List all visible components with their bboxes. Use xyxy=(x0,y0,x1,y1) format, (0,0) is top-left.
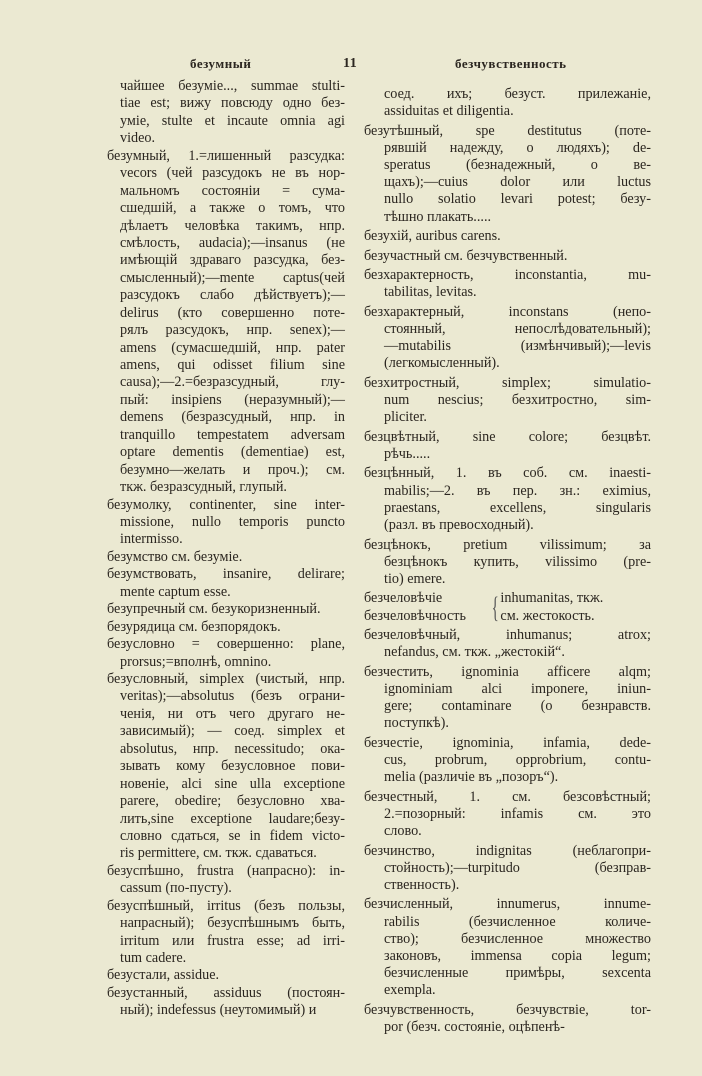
shared-gloss xyxy=(500,590,603,624)
dictionary-entry xyxy=(364,537,651,589)
entry-line: absolutus, нпр. necessitudo; ока- xyxy=(120,740,345,757)
left-column xyxy=(107,78,345,1020)
entry-headline: безумолку, continenter, sine inter- xyxy=(107,496,345,513)
entry-headline: безхарактерный, inconstans (непо- xyxy=(364,303,651,320)
entry-headline: безчестить, ignominia afficere alqm; xyxy=(364,663,651,680)
headword: безчеловѣчность xyxy=(364,607,466,624)
dictionary-entry xyxy=(107,967,345,984)
entry-line: уміе, stulte et incaute omnia agi xyxy=(120,112,345,129)
entry-line: delirus (кто совершенно поте- xyxy=(120,304,345,321)
entry-line: поступкѣ). xyxy=(384,715,449,732)
dictionary-entry xyxy=(107,497,345,549)
entry-line: смысленный);—mente captus(чей xyxy=(120,269,345,286)
entry-line: nefandus, см. ткж. „жестокій“. xyxy=(384,644,565,661)
entry-headline: безчеловѣчный, inhumanus; atrox; xyxy=(364,627,651,644)
entry-headline: безусловно = совершенно: plane, xyxy=(107,636,345,653)
entry-line: gere; contaminare (о безнравств. xyxy=(384,698,651,715)
entry-line: vecors (чей разсудокъ не въ нор- xyxy=(120,165,345,182)
entry-headline: безцѣнокъ, pretium vilissimum; за xyxy=(364,536,651,553)
dictionary-entry xyxy=(364,735,651,787)
entry-headline: безухій, auribus carens. xyxy=(364,228,501,245)
entry-line: video. xyxy=(120,130,156,147)
entry-line: чайшее безуміе..., summae stulti- xyxy=(120,78,345,94)
entry-headline: безхитростный, simplex; simulatio- xyxy=(364,374,651,391)
running-head-right: безчувственность xyxy=(455,56,567,71)
entry-headline: безчестіе, ignominia, infamia, dede- xyxy=(364,734,651,751)
dictionary-entry xyxy=(364,86,651,120)
dictionary-entry xyxy=(364,896,651,999)
dictionary-entry xyxy=(364,590,651,624)
entry-line: veritas);—absolutus (безъ ограни- xyxy=(120,688,345,705)
entry-line: имѣющій здраваго разсудка, без- xyxy=(120,252,345,269)
entry-line: tranquillo tempestatem adversam xyxy=(120,426,345,443)
headword: безчеловѣчіе xyxy=(364,590,443,607)
entry-headline: безцвѣтный, sine colore; безцвѣт. xyxy=(364,428,651,445)
dictionary-entry xyxy=(364,843,651,895)
entry-line: стойность);—turpitudo (безправ- xyxy=(384,859,651,876)
dictionary-entry xyxy=(364,123,651,226)
entry-line: exempla. xyxy=(384,982,436,999)
entry-line: ткж. безразсудный, глупый. xyxy=(120,479,287,496)
entry-line: speratus (безнадежный, о ве- xyxy=(384,157,651,174)
entry-line: ственность). xyxy=(384,876,460,893)
gloss-line: inhumanitas, ткж. xyxy=(500,590,604,607)
headword-group xyxy=(364,590,492,624)
entry-line: лить,sine exceptione laudare;безу- xyxy=(120,810,345,827)
entry-line: melia (различіе въ „позоръ“). xyxy=(384,769,559,786)
entry-line: ignominiam alci imponere, iniun- xyxy=(384,680,651,697)
dictionary-entry xyxy=(107,985,345,1020)
entry-line: ство); безчисленное множество xyxy=(384,930,651,947)
entry-line: дѣлаетъ человѣка такимъ, нпр. xyxy=(120,217,345,234)
right-column xyxy=(364,86,651,1039)
dictionary-entry xyxy=(107,549,345,566)
dictionary-entry xyxy=(107,863,345,898)
entry-line: рявшій надежду, о людяхъ); de- xyxy=(384,139,651,156)
entry-line: ris permittere, см. ткж. сдаваться. xyxy=(120,845,317,862)
entry-headline: безупречный см. безукоризненный. xyxy=(107,601,321,618)
entry-line: безцѣнокъ купить, vilissimo (pre- xyxy=(384,553,651,570)
gloss-line: см. жестокость. xyxy=(500,607,595,624)
entry-line: безчисленные примѣры, sexcenta xyxy=(384,965,651,982)
entry-line: parere, obedire; безусловно хва- xyxy=(120,793,345,810)
entry-headline: безумствовать, insanire, delirare; xyxy=(107,566,345,583)
entry-line: ченія, ни отъ чего другаго не- xyxy=(120,705,345,722)
entry-line: рѣчь..... xyxy=(384,445,431,462)
entry-headline: безуспѣшно, frustra (напрасно): in- xyxy=(107,862,345,879)
dictionary-entry xyxy=(364,429,651,463)
entry-line: prorsus;=вполнѣ, omnino. xyxy=(120,653,272,670)
entry-line: новеніе, alci sine ulla exceptione xyxy=(120,775,345,792)
entry-headline: безчестный, 1. см. безсовѣстный; xyxy=(364,788,651,805)
dictionary-entry xyxy=(107,601,345,618)
entry-line: demens (безразсудный, нпр. in xyxy=(120,409,345,426)
entry-line: pliciter. xyxy=(384,409,427,426)
entry-headline: безумство см. безуміе. xyxy=(107,548,243,565)
dictionary-entry xyxy=(107,671,345,863)
entry-line: щахъ);—cuius dolor или luctus xyxy=(384,174,651,191)
entry-line: 2.=позорный: infamis см. это xyxy=(384,805,651,822)
entry-line: amens, qui odisset filium sine xyxy=(120,357,345,374)
entry-line: intermisso. xyxy=(120,531,183,548)
entry-line: зывать кому безусловное пови- xyxy=(120,758,345,775)
dictionary-entry xyxy=(364,228,651,245)
brace-mark: { xyxy=(491,590,499,624)
dictionary-entry xyxy=(107,619,345,636)
dictionary-entry xyxy=(364,267,651,301)
entry-line: tum cadere. xyxy=(120,950,187,967)
entry-line: mente captum esse. xyxy=(120,583,231,600)
entry-line: praestans, excellens, singularis xyxy=(384,499,651,516)
entry-headline: безхарактерность, inconstantia, mu- xyxy=(364,267,651,284)
entry-line: rabilis (безчисленное количе- xyxy=(384,913,651,930)
entry-headline: безумный, 1.=лишенный разсудка: xyxy=(107,147,345,164)
entry-headline: безчисленный, innumerus, innume- xyxy=(364,896,651,913)
entry-line: tio) emere. xyxy=(384,570,446,587)
entry-line: (легкомысленный). xyxy=(384,355,500,372)
entry-line: cassum (по-пусту). xyxy=(120,880,232,897)
entry-line: мальномъ состояніи = сума- xyxy=(120,182,345,199)
entry-line: irritum или frustra esse; ad irri- xyxy=(120,932,345,949)
entry-line: missione, nullo temporis puncto xyxy=(120,513,345,530)
page-number: 11 xyxy=(343,56,358,71)
entry-line: слово. xyxy=(384,823,422,840)
entry-headline: безчувственность, безчувствіе, tor- xyxy=(364,1001,651,1018)
entry-line: зависимый); — соед. simplex et xyxy=(120,723,345,740)
entry-headline: безуспѣшный, irritus (безъ пользы, xyxy=(107,897,345,914)
entry-line: разсудокъ слабо дѣйствуетъ);— xyxy=(120,287,345,304)
entry-headline: безчинство, indignitas (неблагопри- xyxy=(364,842,651,859)
entry-line: смѣлость, audacia);—insanus (не xyxy=(120,234,345,251)
entry-line: tabilitas, levitas. xyxy=(384,284,477,301)
dictionary-entry xyxy=(364,1002,651,1036)
entry-line: законовъ, immensa copia legum; xyxy=(384,948,651,965)
entry-headline: безцѣнный, 1. въ соб. см. inaesti- xyxy=(364,465,651,482)
entry-headline: безустанный, assiduus (постоян- xyxy=(107,984,345,1001)
entry-line: (разл. въ превосходный). xyxy=(384,517,534,533)
entry-line: nullo solatio levari potest; безу- xyxy=(384,191,651,208)
entry-line: optare dementis (dementiae) est, xyxy=(120,444,345,461)
dictionary-entry xyxy=(107,78,345,148)
dictionary-entry xyxy=(364,465,651,534)
entry-line: amens (сумасшедшій, нпр. pater xyxy=(120,339,345,356)
dictionary-entry xyxy=(364,664,651,733)
entry-line: пый: insipiens (неразумный);— xyxy=(120,391,345,408)
entry-headline: безурядица см. безпорядокъ. xyxy=(107,618,281,635)
dictionary-entry xyxy=(107,898,345,968)
entry-line: mabilis;—2. въ пер. зн.: eximius, xyxy=(384,482,651,499)
entry-line: сшедшій, а также о томъ, что xyxy=(120,200,345,217)
running-head-left: безумный xyxy=(190,56,252,71)
entry-headline: безустали, assidue. xyxy=(107,967,220,984)
entry-headline: безутѣшный, spe destitutus (поте- xyxy=(364,122,651,139)
entry-line: tiae est; вижу повсюду одно без- xyxy=(120,95,345,112)
entry-line: —mutabilis (измѣнчивый);—levis xyxy=(384,338,651,355)
dictionary-entry xyxy=(364,627,651,661)
dictionary-entry xyxy=(107,148,345,497)
entry-line: num nescius; безхитростно, sim- xyxy=(384,392,651,409)
dictionary-entry xyxy=(364,248,651,265)
dictionary-entry xyxy=(107,566,345,601)
entry-line: рялъ разсудокъ, нпр. senex);— xyxy=(120,322,345,339)
entry-headline: безусловный, simplex (чистый, нпр. xyxy=(107,671,345,687)
entry-line: словно сдаться, se in fidem victo- xyxy=(120,827,345,844)
entry-line: тѣшно плакать..... xyxy=(384,208,492,225)
entry-line: соед. ихъ; безуст. прилежаніе, xyxy=(384,86,651,102)
entry-line: cus, probrum, opprobrium, contu- xyxy=(384,752,651,769)
dictionary-entry xyxy=(107,636,345,671)
entry-line: assiduitas et diligentia. xyxy=(384,103,514,120)
dictionary-entry xyxy=(364,304,651,373)
entry-headline: безучастный см. безчувственный. xyxy=(364,247,568,264)
entry-line: безумно—желать и проч.); см. xyxy=(120,461,345,478)
entry-line: стоянный, непослѣдовательный); xyxy=(384,321,651,337)
dictionary-entry xyxy=(364,789,651,841)
entry-line: напрасный); безуспѣшнымъ быть, xyxy=(120,915,345,932)
dictionary-entry xyxy=(364,375,651,427)
entry-line: causa);—2.=безразсудный, глу- xyxy=(120,374,345,391)
entry-line: por (безч. состояніе, оцѣпенѣ- xyxy=(384,1019,565,1036)
entry-line: ный); indefessus (неутомимый) и xyxy=(120,1002,317,1019)
